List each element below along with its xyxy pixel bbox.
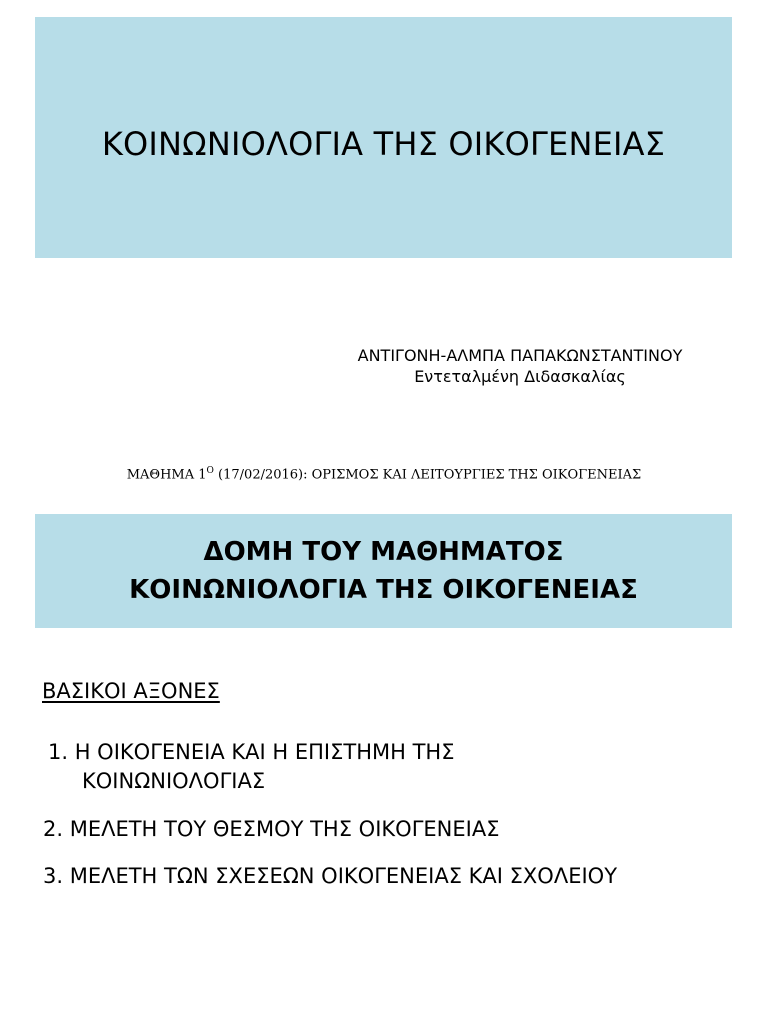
lesson-rest: (17/02/2016): ΟΡΙΣΜΟΣ ΚΑΙ ΛΕΙΤΟΥΡΓΙΕΣ ΤΗΣ ΟΙΚΟΓΕΝΕΙΑΣ: [213, 467, 642, 483]
lesson-line: [0, 466, 768, 482]
lesson-prefix: ΜΑΘΗΜΑ 1: [126, 467, 207, 483]
author-role: Εντεταλμένη Διδασκαλίας: [414, 367, 626, 386]
axes-heading: ΒΑΣΙΚΟΙ ΑΞΟΝΕΣ: [42, 679, 220, 703]
structure-heading-line-2: ΚΟΙΝΩΝΙΟΛΟΓΙΑ ΤΗΣ ΟΙΚΟΓΕΝΕΙΑΣ: [129, 575, 638, 605]
axis-item-3-line-1: 3. ΜΕΛΕΤΗ ΤΩΝ ΣΧΕΣΕΩΝ ΟΙΚΟΓΕΝΕΙΑΣ ΚΑΙ ΣΧΟΛΕΙΟΥ: [43, 864, 618, 888]
axis-item-2: [43, 815, 499, 844]
lesson-superscript: Ο: [206, 466, 214, 476]
axis-item-1-line-2: ΚΟΙΝΩΝΙΟΛΟΓΙΑΣ: [82, 769, 266, 793]
axis-item-3: [43, 862, 617, 891]
page-title: ΚΟΙΝΩΝΙΟΛΟΓΙΑ ΤΗΣ ΟΙΚΟΓΕΝΕΙΑΣ: [101, 124, 666, 163]
axis-item-1: [48, 738, 454, 796]
author-block: [290, 345, 750, 387]
author-name: ΑΝΤΙΓΟΝΗ-ΑΛΜΠΑ ΠΑΠΑΚΩΝΣΤΑΝΤΙΝΟΥ: [357, 346, 683, 365]
axis-item-1-line-1: 1. Η ΟΙΚΟΓΕΝΕΙΑ ΚΑΙ Η ΕΠΙΣΤΗΜΗ ΤΗΣ: [48, 740, 455, 764]
structure-box: [35, 514, 732, 628]
structure-heading-line-1: ΔΟΜΗ ΤΟΥ ΜΑΘΗΜΑΤΟΣ: [203, 537, 564, 567]
axis-item-2-line-1: 2. ΜΕΛΕΤΗ ΤΟΥ ΘΕΣΜΟΥ ΤΗΣ ΟΙΚΟΓΕΝΕΙΑΣ: [43, 817, 500, 841]
title-box: [35, 17, 732, 258]
